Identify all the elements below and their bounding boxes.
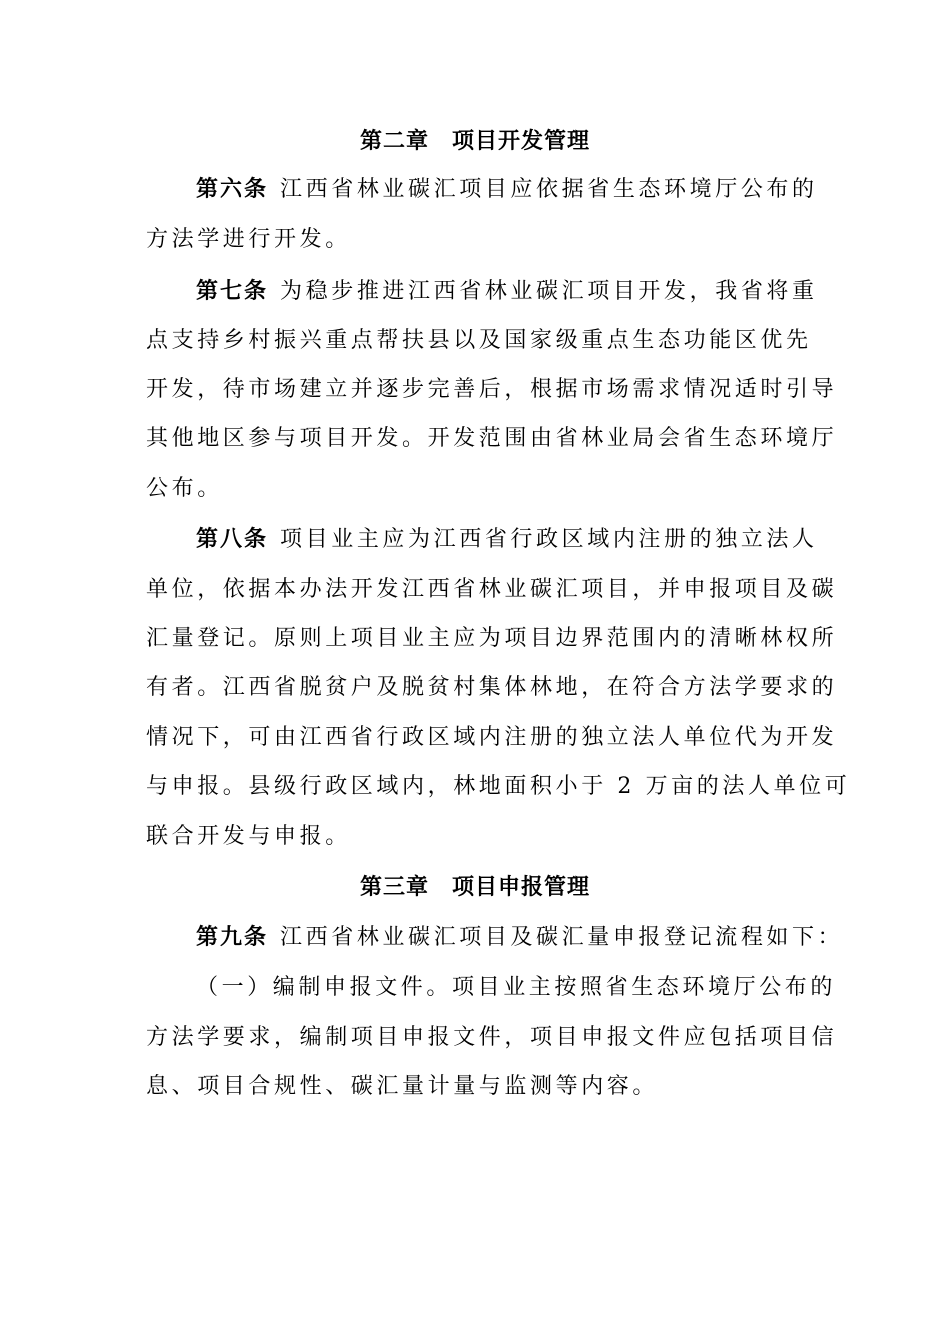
article-9-label: 第九条 (196, 925, 269, 950)
article-7-line-4: 其他地区参与项目开发。开发范围由省林业局会省生态环境厅 (146, 426, 838, 451)
article-6-line-1 (196, 176, 818, 204)
item-1-line-1: （一）编制申报文件。项目业主按照省生态环境厅公布的 (196, 975, 837, 1000)
article-9-text-1: 江西省林业碳汇项目及碳汇量申报登记流程如下： (280, 925, 844, 950)
article-8-line-1 (196, 526, 818, 554)
article-7-line-2: 点支持乡村振兴重点帮扶县以及国家级重点生态功能区优先 (146, 328, 812, 353)
article-7-line-3: 开发，待市场建立并逐步完善后，根据市场需求情况适时引导 (146, 377, 838, 402)
article-6-text-1: 江西省林业碳汇项目应依据省生态环境厅公布的 (280, 177, 818, 202)
article-8-line-6: 与申报。县级行政区域内，林地面积小于 2 万亩的法人单位可 (146, 774, 851, 799)
article-7-line-1 (196, 278, 818, 306)
article-6-label: 第六条 (196, 177, 269, 202)
article-8-line-5: 情况下，可由江西省行政区域内注册的独立法人单位代为开发 (146, 725, 838, 750)
article-8-text-1: 项目业主应为江西省行政区域内注册的独立法人 (280, 527, 818, 552)
article-6-line-2: 方法学进行开发。 (146, 227, 351, 252)
item-1-line-2: 方法学要求，编制项目申报文件，项目申报文件应包括项目信 (146, 1025, 838, 1050)
article-8-label: 第八条 (196, 527, 269, 552)
article-8-line-3: 汇量登记。原则上项目业主应为项目边界范围内的清晰林权所 (146, 626, 838, 651)
article-8-line-4: 有者。江西省脱贫户及脱贫村集体林地，在符合方法学要求的 (146, 675, 838, 700)
article-7-text-1: 为稳步推进江西省林业碳汇项目开发，我省将重 (280, 279, 818, 304)
item-1-line-3: 息、项目合规性、碳汇量计量与监测等内容。 (146, 1074, 659, 1099)
chapter-2-heading: 第二章 项目开发管理 (359, 129, 590, 154)
article-7-label: 第七条 (196, 279, 269, 304)
article-9-line-1 (196, 924, 843, 952)
article-8-line-7: 联合开发与申报。 (146, 824, 351, 849)
article-7-line-5: 公布。 (146, 476, 223, 501)
article-8-line-2: 单位，依据本办法开发江西省林业碳汇项目，并申报项目及碳 (146, 577, 838, 602)
chapter-3-heading: 第三章 项目申报管理 (359, 875, 590, 900)
